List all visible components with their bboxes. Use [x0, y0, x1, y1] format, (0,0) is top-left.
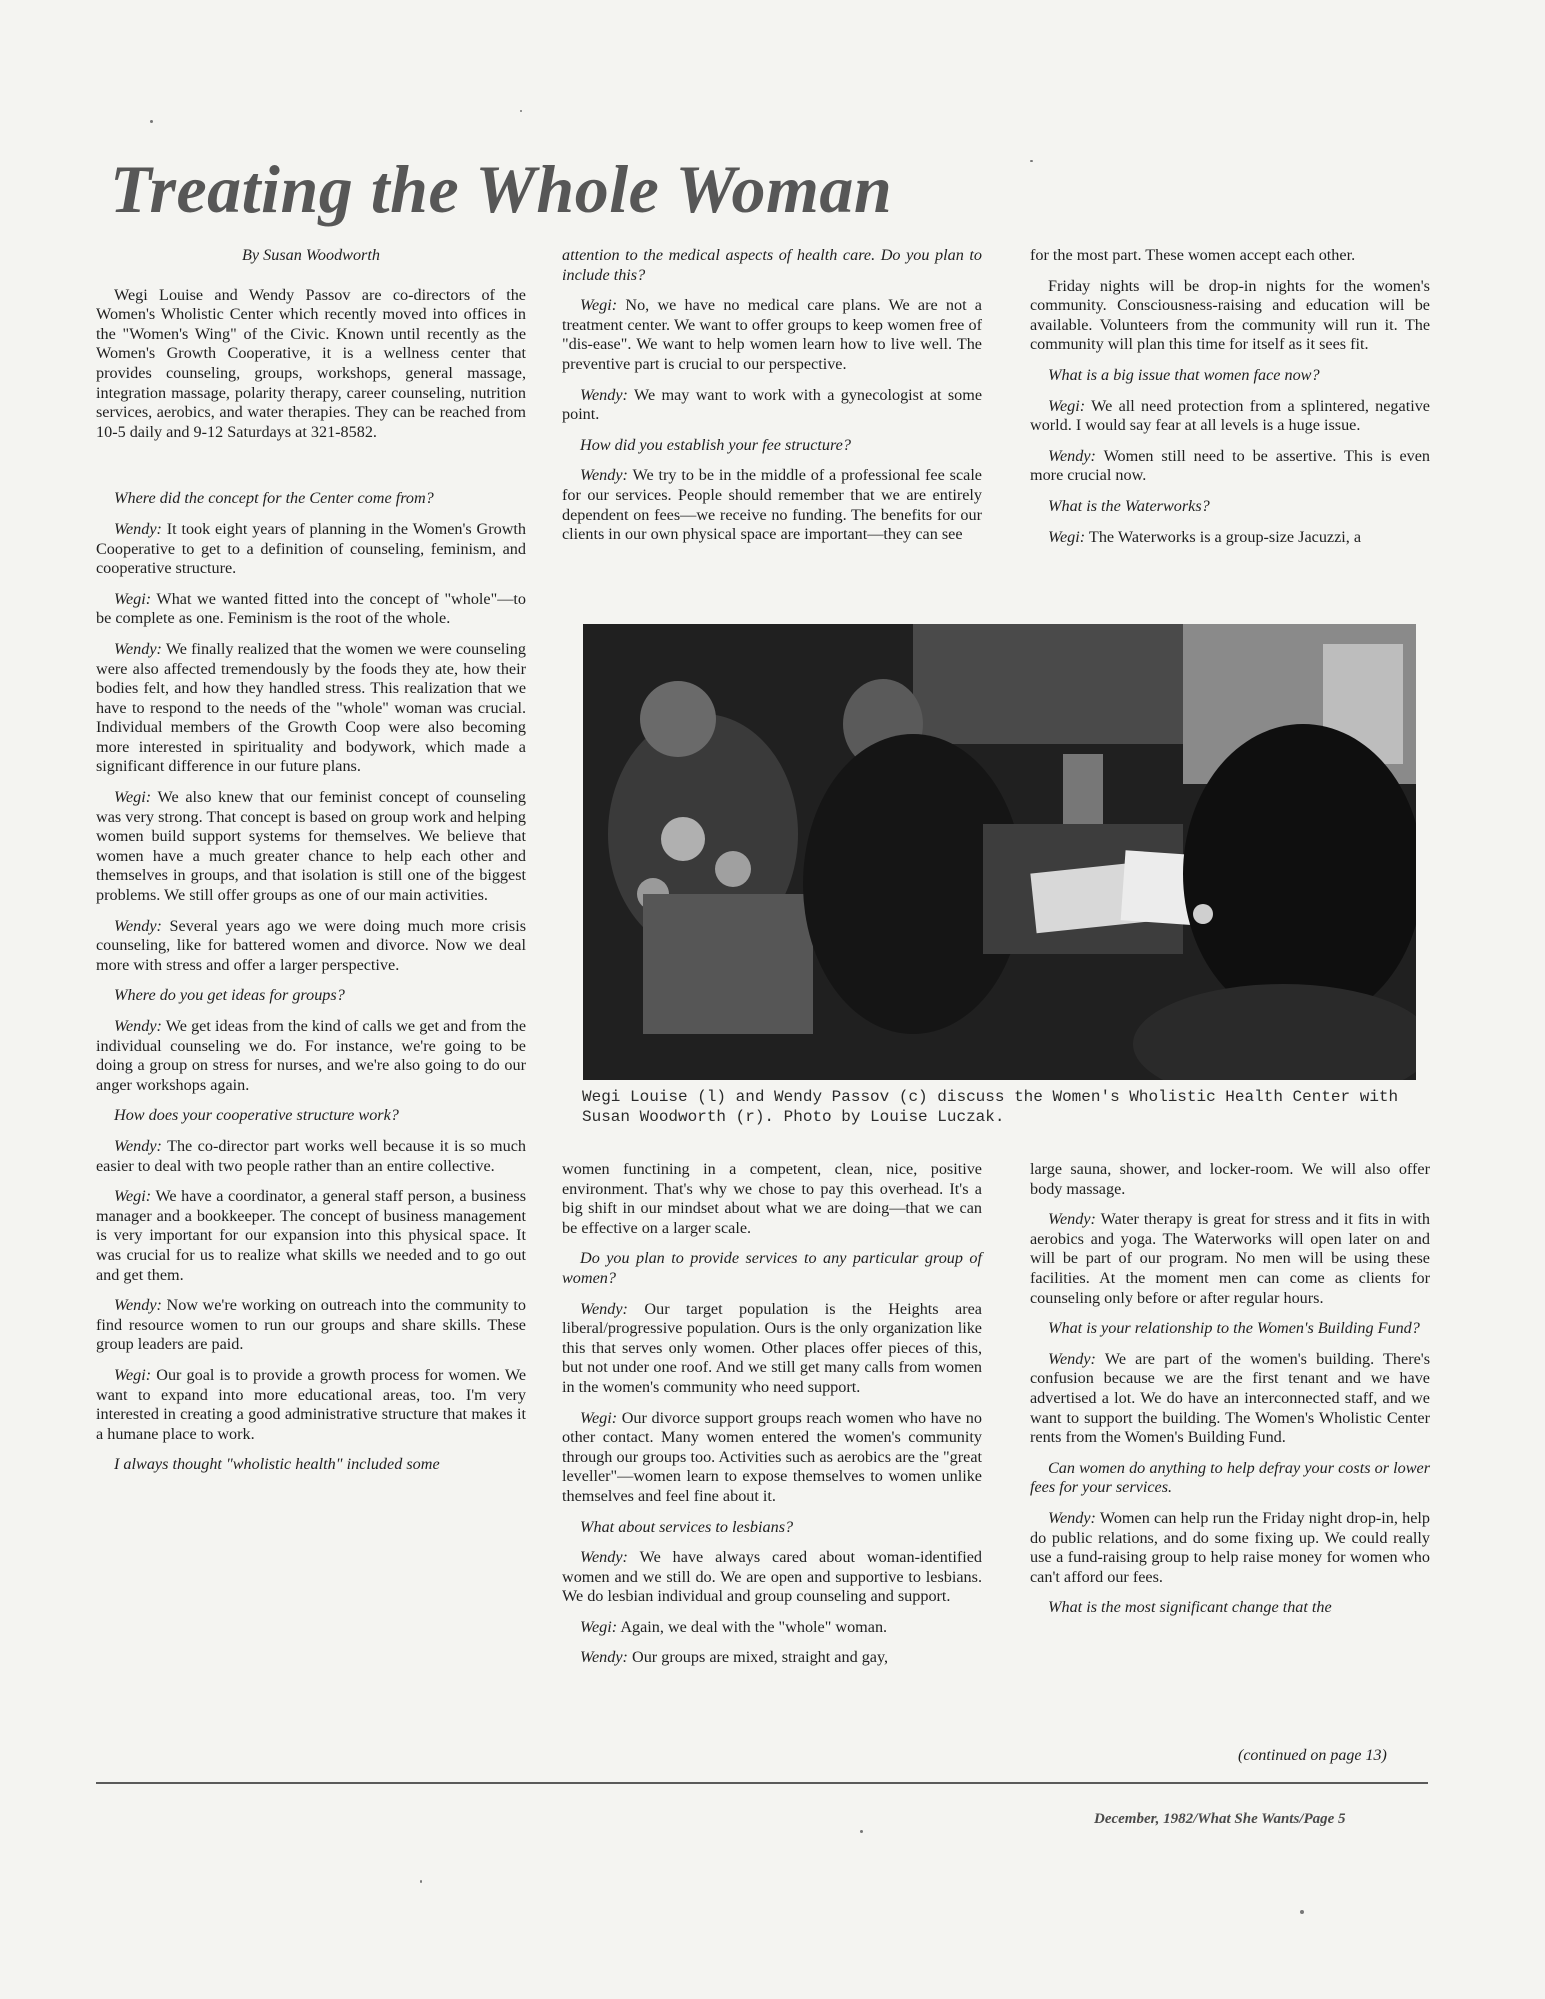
answer-paragraph: Wegi: No, we have no medical care plans. We are not a treatment center. We want to offer groups to keep women free of "dis-ease". We want to help women learn how to live well. The preventive part is crucial to our perspective. [562, 296, 982, 373]
answer-paragraph: Wendy: Our groups are mixed, straight and gay, [580, 1648, 889, 1667]
speaker-name: Wendy: [1048, 1508, 1096, 1527]
photo-image [583, 624, 1416, 1080]
article-column-2-bottom [562, 1160, 982, 1679]
question: attention to the medical aspects of health care. Do you plan to include this? [562, 246, 982, 284]
speaker-name: Wendy: [114, 916, 162, 935]
speaker-name: Wegi: [580, 296, 618, 315]
answer-paragraph: Wendy: Our target population is the Heights area liberal/progressive population. Ours is the only organization like this that serves only women. Other places offer pieces of this, but not under one roof. And we still get many calls from women in the women's community who need support. [562, 1299, 982, 1396]
article-column-3-bottom [1030, 1160, 1430, 1629]
article-column-2-top [562, 246, 982, 556]
speaker-name: Wendy: [1048, 1210, 1096, 1229]
speaker-name: Wendy: [580, 385, 628, 404]
answer-paragraph: Wendy: We finally realized that the women we were counseling were also affected tremendously by the foods they ate, how their bodies felt, and how they handled stress. This realization that we have to respond to the needs of the "whole" woman was crucial. Individual members of the Growth Coop were also becoming more interested in spirituality and bodywork, which made a significant difference in our future plans. [96, 639, 526, 776]
speaker-name: Wegi: [114, 589, 152, 608]
speaker-name: Wendy: [114, 639, 162, 658]
answer-paragraph: Wendy: Women can help run the Friday night drop-in, help do public relations, and do some fixing up. We could really use a fund-raising group to help raise money for women who can't afford our fees. [1030, 1508, 1430, 1586]
scan-speck [420, 1880, 422, 1883]
answer-paragraph: large sauna, shower, and locker-room. We will also offer body massage. [1030, 1160, 1430, 1198]
question: How does your cooperative structure work? [114, 1106, 399, 1125]
answer-paragraph: Wendy: It took eight years of planning in the Women's Growth Cooperative to get to a definition of counseling, feminism, and cooperative structure. [96, 519, 526, 578]
speaker-name: Wegi: [580, 1408, 618, 1427]
answer-paragraph: Wendy: Several years ago we were doing much more crisis counseling, like for battered women and divorce. Now we deal more with stress and offer a larger perspective. [96, 916, 526, 974]
scan-speck [150, 120, 153, 123]
answer-paragraph: Wegi: Our goal is to provide a growth process for women. We want to expand into more educational areas, too. I'm very interested in creating a good administrative structure that makes it a humane place to work. [96, 1365, 526, 1443]
answer-paragraph: Wegi: We also knew that our feminist concept of counseling was very strong. That concept is based on group work and helping women build support systems for themselves. We believe that women have a much greater chance to help each other and themselves in groups, and that isolation is still one of the biggest problems. We still offer groups as one of our main activities. [96, 788, 526, 905]
answer-paragraph: Wendy: We have always cared about woman-identified women and we still do. We are open and supportive to lesbians. We do lesbian individual and group counseling and support. [562, 1548, 982, 1606]
question: How did you establish your fee structure? [580, 435, 851, 454]
speaker-name: Wendy: [114, 519, 162, 538]
question: What is the Waterworks? [1048, 496, 1210, 515]
speaker-name: Wendy: [1048, 446, 1096, 465]
speaker-name: Wegi: [114, 1187, 152, 1206]
question: Where do you get ideas for groups? [114, 986, 345, 1005]
speaker-name: Wendy: [114, 1136, 162, 1155]
speaker-name: Wendy: [114, 1296, 162, 1315]
answer-paragraph: Wegi: Again, we deal with the "whole" woman. [580, 1617, 888, 1636]
article-headline: Treating the Whole Woman [110, 151, 893, 227]
question: Do you plan to provide services to any particular group of women? [562, 1249, 982, 1287]
question: Can women do anything to help defray your costs or lower fees for your services. [1030, 1458, 1430, 1497]
intro-paragraph: Wegi Louise and Wendy Passov are co-directors of the Women's Wholistic Center which recently moved into offices in the "Women's Wing" of the Civic. Known until recently as the Women's Growth Cooperative, it is a wellness center that provides counseling, groups, workshops, general massage, integration massage, polarity therapy, career counseling, nutrition services, aerobics, and water therapies. They can be reached from 10-5 daily and 9-12 Saturdays at 321-8582. [96, 285, 526, 441]
question: I always thought "wholistic health" included some [114, 1455, 440, 1474]
speaker-name: Wegi: [580, 1617, 618, 1636]
question: What is a big issue that women face now? [1048, 365, 1320, 384]
answer-paragraph: Wegi: We all need protection from a splintered, negative world. I would say fear at all levels is a huge issue. [1030, 396, 1430, 435]
speaker-name: Wendy: [580, 466, 628, 485]
byline: By Susan Woodworth [242, 246, 380, 264]
answer-paragraph: Friday nights will be drop-in nights for the women's community. Consciousness-raising and education will be available. Volunteers from the community will run it. The community will plan this time for itself as it sees fit. [1030, 276, 1430, 354]
answer-paragraph: women functining in a competent, clean, nice, positive environment. That's why we chose to pay this overhead. It's a big shift in our mindset about what we are doing—that we can be effective on a larger scale. [562, 1160, 982, 1237]
answer-paragraph: Wendy: Water therapy is great for stress and it fits in with aerobics and yoga. The Waterworks will open later on and will be part of our program. No men will be using these facilities. At the moment men can come as clients for counseling only before or after regular hours. [1030, 1210, 1430, 1307]
question: What is your relationship to the Women's Building Fund? [1048, 1319, 1420, 1338]
speaker-name: Wendy: [580, 1299, 628, 1318]
page-footer: December, 1982/What She Wants/Page 5 [1094, 1811, 1346, 1827]
question: Where did the concept for the Center come from? [114, 489, 434, 508]
speaker-name: Wendy: [580, 1648, 628, 1667]
answer-paragraph: Wendy: The co-director part works well because it is so much easier to deal with two people rather than an entire collective. [96, 1136, 526, 1175]
speaker-name: Wegi: [1048, 527, 1086, 546]
speaker-name: Wegi: [114, 1365, 152, 1384]
answer-paragraph: Wendy: Now we're working on outreach into the community to find resource women to run our groups and share skills. These group leaders are paid. [96, 1296, 526, 1354]
question: What is the most significant change that the [1048, 1598, 1332, 1617]
answer-paragraph: Wendy: We may want to work with a gynecologist at some point. [562, 385, 982, 424]
article-column-3-top [1030, 246, 1430, 558]
page-divider [96, 1782, 1428, 1784]
scan-speck [1030, 160, 1033, 162]
speaker-name: Wendy: [114, 1017, 162, 1035]
answer-paragraph: Wegi: The Waterworks is a group-size Jacuzzi, a [1048, 527, 1362, 546]
scan-speck [520, 110, 522, 112]
answer-paragraph: Wegi: What we wanted fitted into the concept of "whole"—to be complete as one. Feminism is the root of the whole. [96, 589, 526, 628]
answer-paragraph: Wegi: We have a coordinator, a general staff person, a business manager and a bookkeeper. The concept of business management is very important for our expansion into this physical space. It was crucial for us to realize what skills we needed and to go out and get them. [96, 1187, 526, 1284]
scan-speck [1300, 1910, 1304, 1914]
speaker-name: Wegi: [114, 788, 152, 807]
speaker-name: Wendy: [1048, 1349, 1096, 1368]
answer-paragraph: for the most part. These women accept each other. [1030, 246, 1356, 264]
answer-paragraph: Wegi: Our divorce support groups reach women who have no other contact. Many women entered the women's community through our groups too. Activities such as aerobics are the "great leveller"—women learn to expose themselves to women unlike themselves and feel fine about it. [562, 1408, 982, 1505]
photo-caption: Wegi Louise (l) and Wendy Passov (c) discuss the Women's Wholistic Health Center with Susan Woodworth (r). Photo by Louise Luczak. [582, 1088, 1399, 1126]
speaker-name: Wendy: [580, 1548, 628, 1567]
scan-speck [860, 1830, 863, 1833]
continued-note: (continued on page 13) [1238, 1747, 1387, 1764]
answer-paragraph: Wendy: Women still need to be assertive. This is even more crucial now. [1030, 446, 1430, 485]
answer-paragraph: Wendy: We are part of the women's building. There's confusion because we are the first tenant and we have advertised a lot. We do have an interconnected staff, and we want to support the building. The Women's Wholistic Center rents from the Women's Building Fund. [1030, 1349, 1430, 1447]
article-photo [583, 624, 1416, 1080]
article-column-1 [96, 246, 526, 1486]
speaker-name: Wegi: [1048, 396, 1086, 415]
answer-paragraph: Wendy: We get ideas from the kind of calls we get and from the individual counseling we do. For instance, we're going to be doing a group on stress for nurses, and we're also going to do our anger workshops again. [96, 1017, 526, 1094]
answer-paragraph: Wendy: We try to be in the middle of a professional fee scale for our services. People should remember that we are entirely dependent on fees—we receive no funding. The benefits for our clients in our own physical space are important—they can see [562, 466, 982, 544]
question: What about services to lesbians? [580, 1517, 794, 1536]
